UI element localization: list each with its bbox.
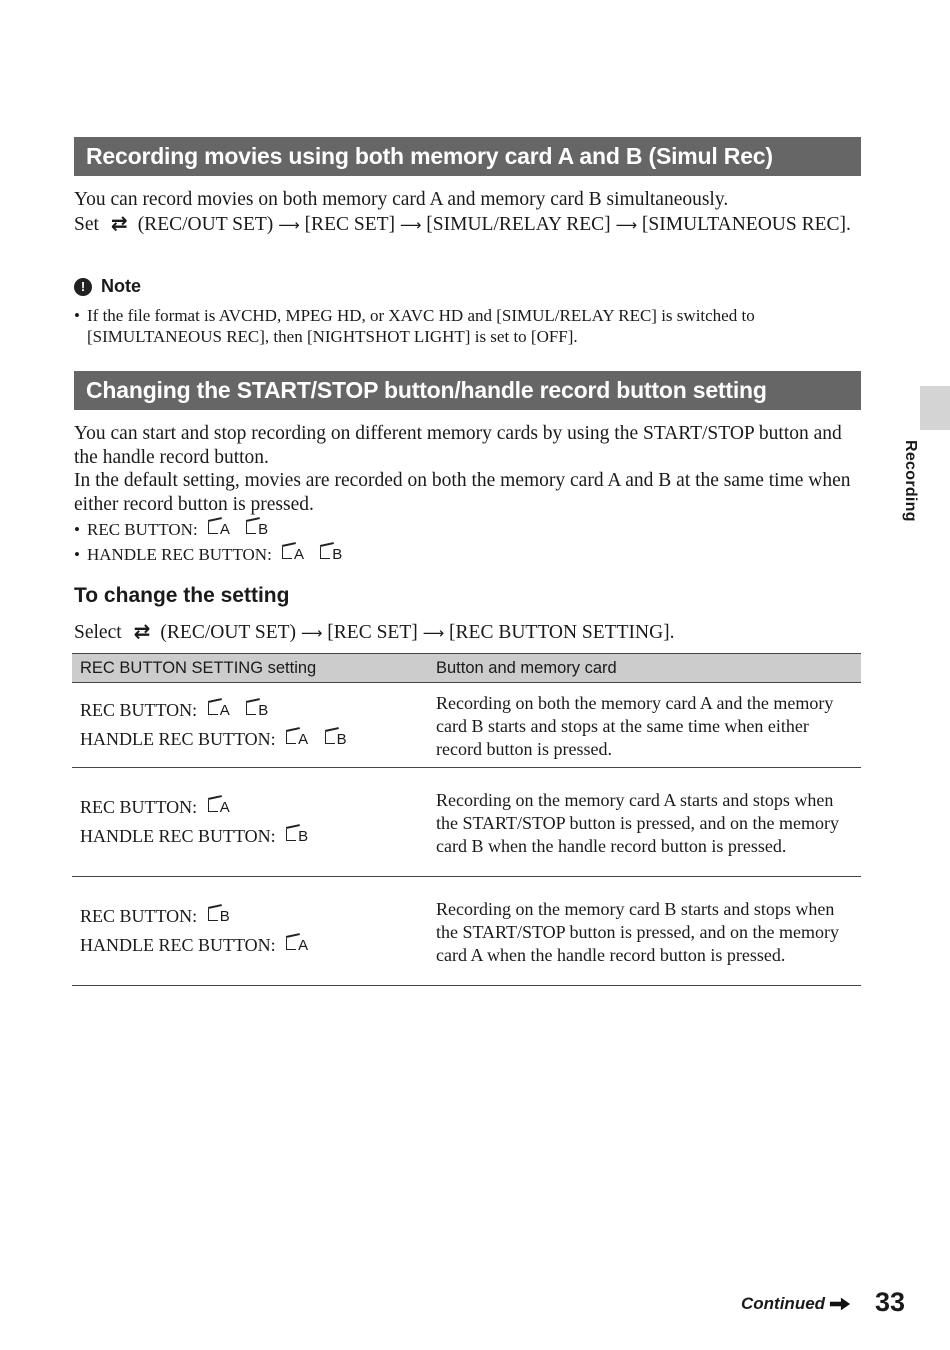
rec-button-label: REC BUTTON: bbox=[80, 906, 198, 926]
menu-path-item: [SIMUL/RELAY REC] bbox=[426, 213, 611, 235]
rec-out-set-icon: ⇄ bbox=[110, 210, 128, 235]
handle-rec-button-label: HANDLE REC BUTTON: bbox=[80, 826, 276, 846]
right-arrow-icon: ⟶ bbox=[422, 624, 445, 642]
rec-button-setting-table bbox=[72, 653, 861, 986]
bullet-label: REC BUTTON: bbox=[87, 520, 198, 539]
note-heading bbox=[74, 276, 141, 297]
right-arrow-icon: ⟶ bbox=[615, 215, 638, 234]
table-cell-setting bbox=[72, 877, 428, 986]
note-label: Note bbox=[101, 276, 141, 296]
note-bullet bbox=[74, 305, 864, 347]
memory-card-a-icon: A bbox=[206, 798, 236, 816]
table-cell-setting bbox=[72, 768, 428, 877]
table-header-row bbox=[72, 654, 861, 683]
bullet-dot: • bbox=[74, 545, 80, 564]
note-icon: ! bbox=[74, 278, 92, 296]
memory-card-b-icon: B bbox=[206, 907, 236, 925]
table-cell-description: Recording on both the memory card A and the memory card B starts and stops at the same time when either record button is pressed. bbox=[428, 683, 861, 768]
rec-button-paragraph bbox=[74, 422, 864, 516]
select-prefix: Select bbox=[74, 622, 122, 643]
table-row bbox=[72, 683, 861, 768]
right-arrow-icon: ⟶ bbox=[399, 215, 422, 234]
bullet-label: HANDLE REC BUTTON: bbox=[87, 545, 272, 564]
set-prefix: Set bbox=[74, 213, 99, 235]
right-arrow-icon: ⟶ bbox=[300, 624, 323, 642]
bullet-dot: • bbox=[74, 306, 80, 325]
memory-card-a-icon: A bbox=[206, 701, 236, 719]
simul-rec-paragraph bbox=[74, 188, 864, 237]
handle-rec-button-label: HANDLE REC BUTTON: bbox=[80, 935, 276, 955]
table-cell-description: Recording on the memory card B starts and stops when the START/STOP button is pressed, and on the memory card A when the handle record button is pressed. bbox=[428, 877, 861, 986]
continued-indicator bbox=[741, 1294, 851, 1314]
rec-button-para2: In the default setting, movies are recorded on both the memory card A and B at the same time when either record button is pressed. bbox=[74, 470, 851, 515]
section-title-rec-button: Changing the START/STOP button/handle record button setting bbox=[74, 371, 861, 410]
note-text: If the file format is AVCHD, MPEG HD, or XAVC HD and [SIMUL/RELAY REC] is switched to [SIMULTANEOUS REC], then [NIGHTSHOT LIGHT] is set to [OFF]. bbox=[87, 306, 755, 346]
default-bullet-rec bbox=[74, 519, 864, 540]
table-header-setting: REC BUTTON SETTING setting bbox=[72, 654, 428, 683]
section-title-simul-rec: Recording movies using both memory card A and B (Simul Rec) bbox=[74, 137, 861, 176]
rec-out-set-icon: ⇄ bbox=[133, 619, 151, 643]
change-setting-path bbox=[74, 620, 864, 646]
continued-label: Continued bbox=[741, 1294, 826, 1313]
memory-card-a-icon: A bbox=[284, 936, 314, 954]
menu-path-item: [REC BUTTON SETTING]. bbox=[449, 622, 675, 643]
table-cell-description: Recording on the memory card A starts and stops when the START/STOP button is pressed, and on the memory card B when the handle record button is pressed. bbox=[428, 768, 861, 877]
table-header-description: Button and memory card bbox=[428, 654, 861, 683]
menu-path-item: [REC SET] bbox=[327, 622, 418, 643]
memory-card-b-icon: B bbox=[284, 827, 314, 845]
table-row bbox=[72, 877, 861, 986]
memory-card-b-icon: B bbox=[318, 545, 348, 563]
memory-card-b-icon: B bbox=[244, 520, 274, 538]
memory-card-a-icon: A bbox=[206, 520, 236, 538]
bullet-dot: • bbox=[74, 520, 80, 539]
menu-path-item: (REC/OUT SET) bbox=[160, 622, 297, 643]
chapter-tab-marker bbox=[920, 386, 950, 430]
memory-card-a-icon: A bbox=[284, 730, 314, 748]
rec-button-label: REC BUTTON: bbox=[80, 700, 198, 720]
memory-card-a-icon: A bbox=[280, 545, 310, 563]
handle-rec-button-label: HANDLE REC BUTTON: bbox=[80, 729, 276, 749]
continued-arrow-icon bbox=[829, 1297, 851, 1311]
rec-button-para1: You can start and stop recording on different memory cards by using the START/STOP button and the handle record button. bbox=[74, 423, 842, 468]
menu-path-item: [SIMULTANEOUS REC]. bbox=[641, 213, 851, 235]
default-bullet-handle bbox=[74, 544, 864, 565]
chapter-tab-label: Recording bbox=[902, 440, 919, 522]
change-setting-heading: To change the setting bbox=[74, 584, 290, 607]
page-number: 33 bbox=[875, 1287, 906, 1317]
table-row bbox=[72, 768, 861, 877]
table-cell-setting bbox=[72, 683, 428, 768]
menu-path-item: [REC SET] bbox=[304, 213, 396, 235]
memory-card-b-icon: B bbox=[244, 701, 274, 719]
simul-rec-intro: You can record movies on both memory card A and memory card B simultaneously. bbox=[74, 189, 729, 210]
rec-button-label: REC BUTTON: bbox=[80, 797, 198, 817]
right-arrow-icon: ⟶ bbox=[278, 215, 300, 234]
menu-path-item: (REC/OUT SET) bbox=[137, 213, 274, 235]
memory-card-b-icon: B bbox=[323, 730, 353, 748]
